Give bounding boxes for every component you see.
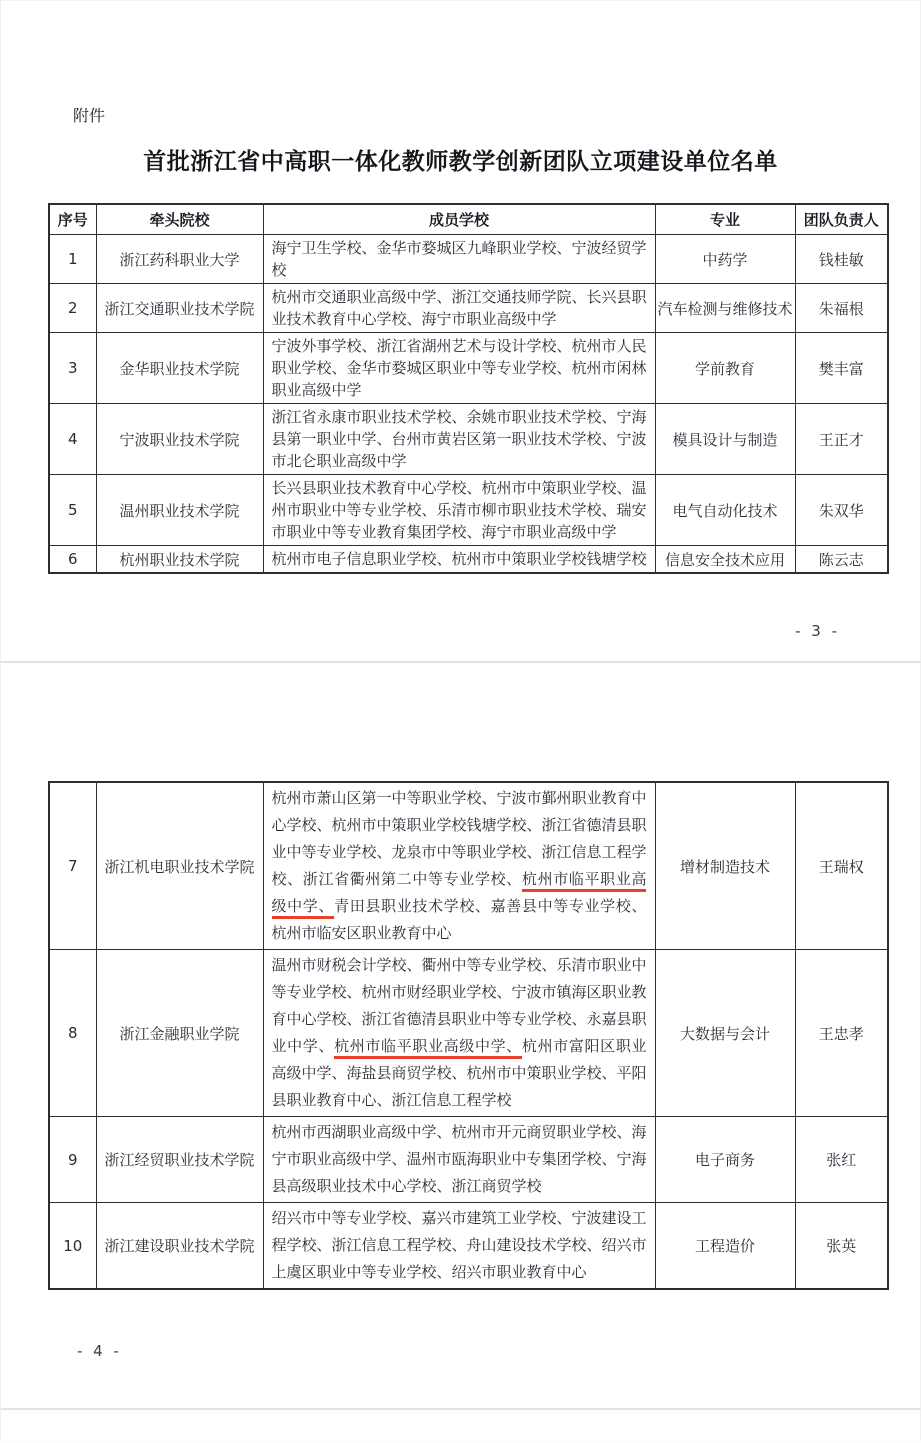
document-page-3 xyxy=(0,0,921,663)
table-body-page3 xyxy=(49,235,888,574)
team-leader-cell: 朱双华 xyxy=(795,475,888,546)
table-row xyxy=(49,1203,888,1290)
major-cell: 增材制造技术 xyxy=(655,782,795,950)
member-schools-cell xyxy=(263,546,655,574)
table-body-page4 xyxy=(49,782,888,1289)
major-cell: 学前教育 xyxy=(655,333,795,404)
table-row xyxy=(49,475,888,546)
teams-table-page4 xyxy=(48,781,889,1290)
member-school-text: 绍兴市中等专业学校、嘉兴市建筑工业学校、宁波建设工程学校、浙江信息工程学校、舟山建设技术学校、绍兴市上虞区职业中等专业学校、绍兴市职业教育中心 xyxy=(271,1209,647,1281)
member-schools-cell xyxy=(263,1203,655,1290)
member-school-highlighted: 杭州市临平职业高级中学、 xyxy=(272,870,647,919)
table-row xyxy=(49,284,888,333)
member-school-text: 浙江省永康市职业技术学校、余姚市职业技术学校、宁海县第一职业中学、台州市黄岩区第一职业技术学校、宁波市北仑职业高级中学 xyxy=(271,408,647,470)
attachment-label: 附件 xyxy=(73,106,106,125)
serial-number-cell: 6 xyxy=(49,546,96,574)
major-cell: 模具设计与制造 xyxy=(655,404,795,475)
member-school-text: 杭州市交通职业高级中学、浙江交通技师学院、长兴县职业技术教育中心学校、海宁市职业高级中学 xyxy=(271,288,647,328)
member-school-text: 长兴县职业技术教育中心学校、杭州市中策职业学校、温州市职业中等专业学校、乐清市柳市职业技术学校、瑞安市职业中等专业教育集团学校、海宁市职业高级中学 xyxy=(271,479,647,541)
member-school-text: 杭州市萧山区第一中等职业学校、宁波市鄞州职业教育中心学校、杭州市中策职业学校钱塘学校、浙江省德清县职业中等专业学校、龙泉市中等职业学校、浙江信息工程学校、浙江省衢州第二中等专业学校、 xyxy=(271,789,647,888)
member-schools-cell xyxy=(263,284,655,333)
lead-school-cell: 温州职业技术学院 xyxy=(96,475,263,546)
lead-school-cell: 宁波职业技术学院 xyxy=(96,404,263,475)
member-school-text: 海宁卫生学校、金华市婺城区九峰职业学校、宁波经贸学校 xyxy=(271,239,647,279)
team-leader-cell: 樊丰富 xyxy=(795,333,888,404)
col-header-major: 专业 xyxy=(655,204,795,235)
table-row xyxy=(49,333,888,404)
document-page-4 xyxy=(0,663,921,1410)
member-schools-cell xyxy=(263,475,655,546)
team-leader-cell: 王正才 xyxy=(795,404,888,475)
page-title: 首批浙江省中高职一体化教师教学创新团队立项建设单位名单 xyxy=(143,149,778,175)
team-leader-cell: 王忠孝 xyxy=(795,950,888,1117)
lead-school-cell: 金华职业技术学院 xyxy=(96,333,263,404)
team-leader-cell: 王瑞权 xyxy=(795,782,888,950)
col-header-team-leader: 团队负责人 xyxy=(795,204,888,235)
lead-school-cell: 浙江经贸职业技术学院 xyxy=(96,1117,263,1203)
table-row xyxy=(49,950,888,1117)
table-row xyxy=(49,404,888,475)
table-row xyxy=(49,782,888,950)
col-header-serial: 序号 xyxy=(49,204,96,235)
team-leader-cell: 张英 xyxy=(795,1203,888,1290)
major-cell: 汽车检测与维修技术 xyxy=(655,284,795,333)
lead-school-cell: 浙江药科职业大学 xyxy=(96,235,263,284)
team-leader-cell: 朱福根 xyxy=(795,284,888,333)
member-school-text: 青田县职业技术学校、嘉善县中等专业学校、杭州市临安区职业教育中心 xyxy=(271,897,647,942)
major-cell: 信息安全技术应用 xyxy=(655,546,795,574)
member-schools-cell xyxy=(263,950,655,1117)
major-cell: 电子商务 xyxy=(655,1117,795,1203)
serial-number-cell: 4 xyxy=(49,404,96,475)
serial-number-cell: 9 xyxy=(49,1117,96,1203)
major-cell: 大数据与会计 xyxy=(655,950,795,1117)
teams-table-page3 xyxy=(48,203,889,574)
table-row xyxy=(49,1117,888,1203)
serial-number-cell: 10 xyxy=(49,1203,96,1290)
member-schools-cell xyxy=(263,333,655,404)
page-number-3: - 3 - xyxy=(795,622,840,640)
member-schools-cell xyxy=(263,235,655,284)
team-leader-cell: 钱桂敏 xyxy=(795,235,888,284)
lead-school-cell: 杭州职业技术学院 xyxy=(96,546,263,574)
member-school-text: 杭州市西湖职业高级中学、杭州市开元商贸职业学校、海宁市职业高级中学、温州市瓯海职业中专集团学校、宁海县高级职业技术中心学校、浙江商贸学校 xyxy=(271,1123,647,1195)
table-row xyxy=(49,546,888,574)
member-school-text: 宁波外事学校、浙江省湖州艺术与设计学校、杭州市人民职业学校、金华市婺城区职业中等专业学校、杭州市闲林职业高级中学 xyxy=(271,337,647,399)
member-schools-cell xyxy=(263,404,655,475)
serial-number-cell: 5 xyxy=(49,475,96,546)
page-number-4: - 4 - xyxy=(77,1342,122,1360)
member-schools-cell xyxy=(263,782,655,950)
team-leader-cell: 张红 xyxy=(795,1117,888,1203)
serial-number-cell: 1 xyxy=(49,235,96,284)
col-header-lead-school: 牵头院校 xyxy=(96,204,263,235)
lead-school-cell: 浙江交通职业技术学院 xyxy=(96,284,263,333)
lead-school-cell: 浙江建设职业技术学院 xyxy=(96,1203,263,1290)
major-cell: 电气自动化技术 xyxy=(655,475,795,546)
member-school-text: 杭州市电子信息职业学校、杭州市中策职业学校钱塘学校 xyxy=(271,550,647,568)
col-header-member-schools: 成员学校 xyxy=(263,204,655,235)
major-cell: 工程造价 xyxy=(655,1203,795,1290)
table-header-row xyxy=(49,204,888,235)
table-row xyxy=(49,235,888,284)
major-cell: 中药学 xyxy=(655,235,795,284)
serial-number-cell: 2 xyxy=(49,284,96,333)
lead-school-cell: 浙江金融职业学院 xyxy=(96,950,263,1117)
member-school-text: 温州市财税会计学校、衢州中等专业学校、乐清市职业中等专业学校、杭州市财经职业学校、宁波市镇海区职业教育中心学校、浙江省德清县职业中等专业学校、永嘉县职业中学、 xyxy=(271,956,647,1055)
member-school-text: 杭州市富阳区职业高级中学、海盐县商贸学校、杭州市中策职业学校、平阳县职业教育中心、浙江信息工程学校 xyxy=(271,1037,647,1109)
serial-number-cell: 3 xyxy=(49,333,96,404)
member-school-highlighted: 杭州市临平职业高级中学、 xyxy=(334,1037,522,1059)
document-page-5-edge xyxy=(0,1410,921,1440)
member-schools-cell xyxy=(263,1117,655,1203)
team-leader-cell: 陈云志 xyxy=(795,546,888,574)
serial-number-cell: 7 xyxy=(49,782,96,950)
serial-number-cell: 8 xyxy=(49,950,96,1117)
lead-school-cell: 浙江机电职业技术学院 xyxy=(96,782,263,950)
